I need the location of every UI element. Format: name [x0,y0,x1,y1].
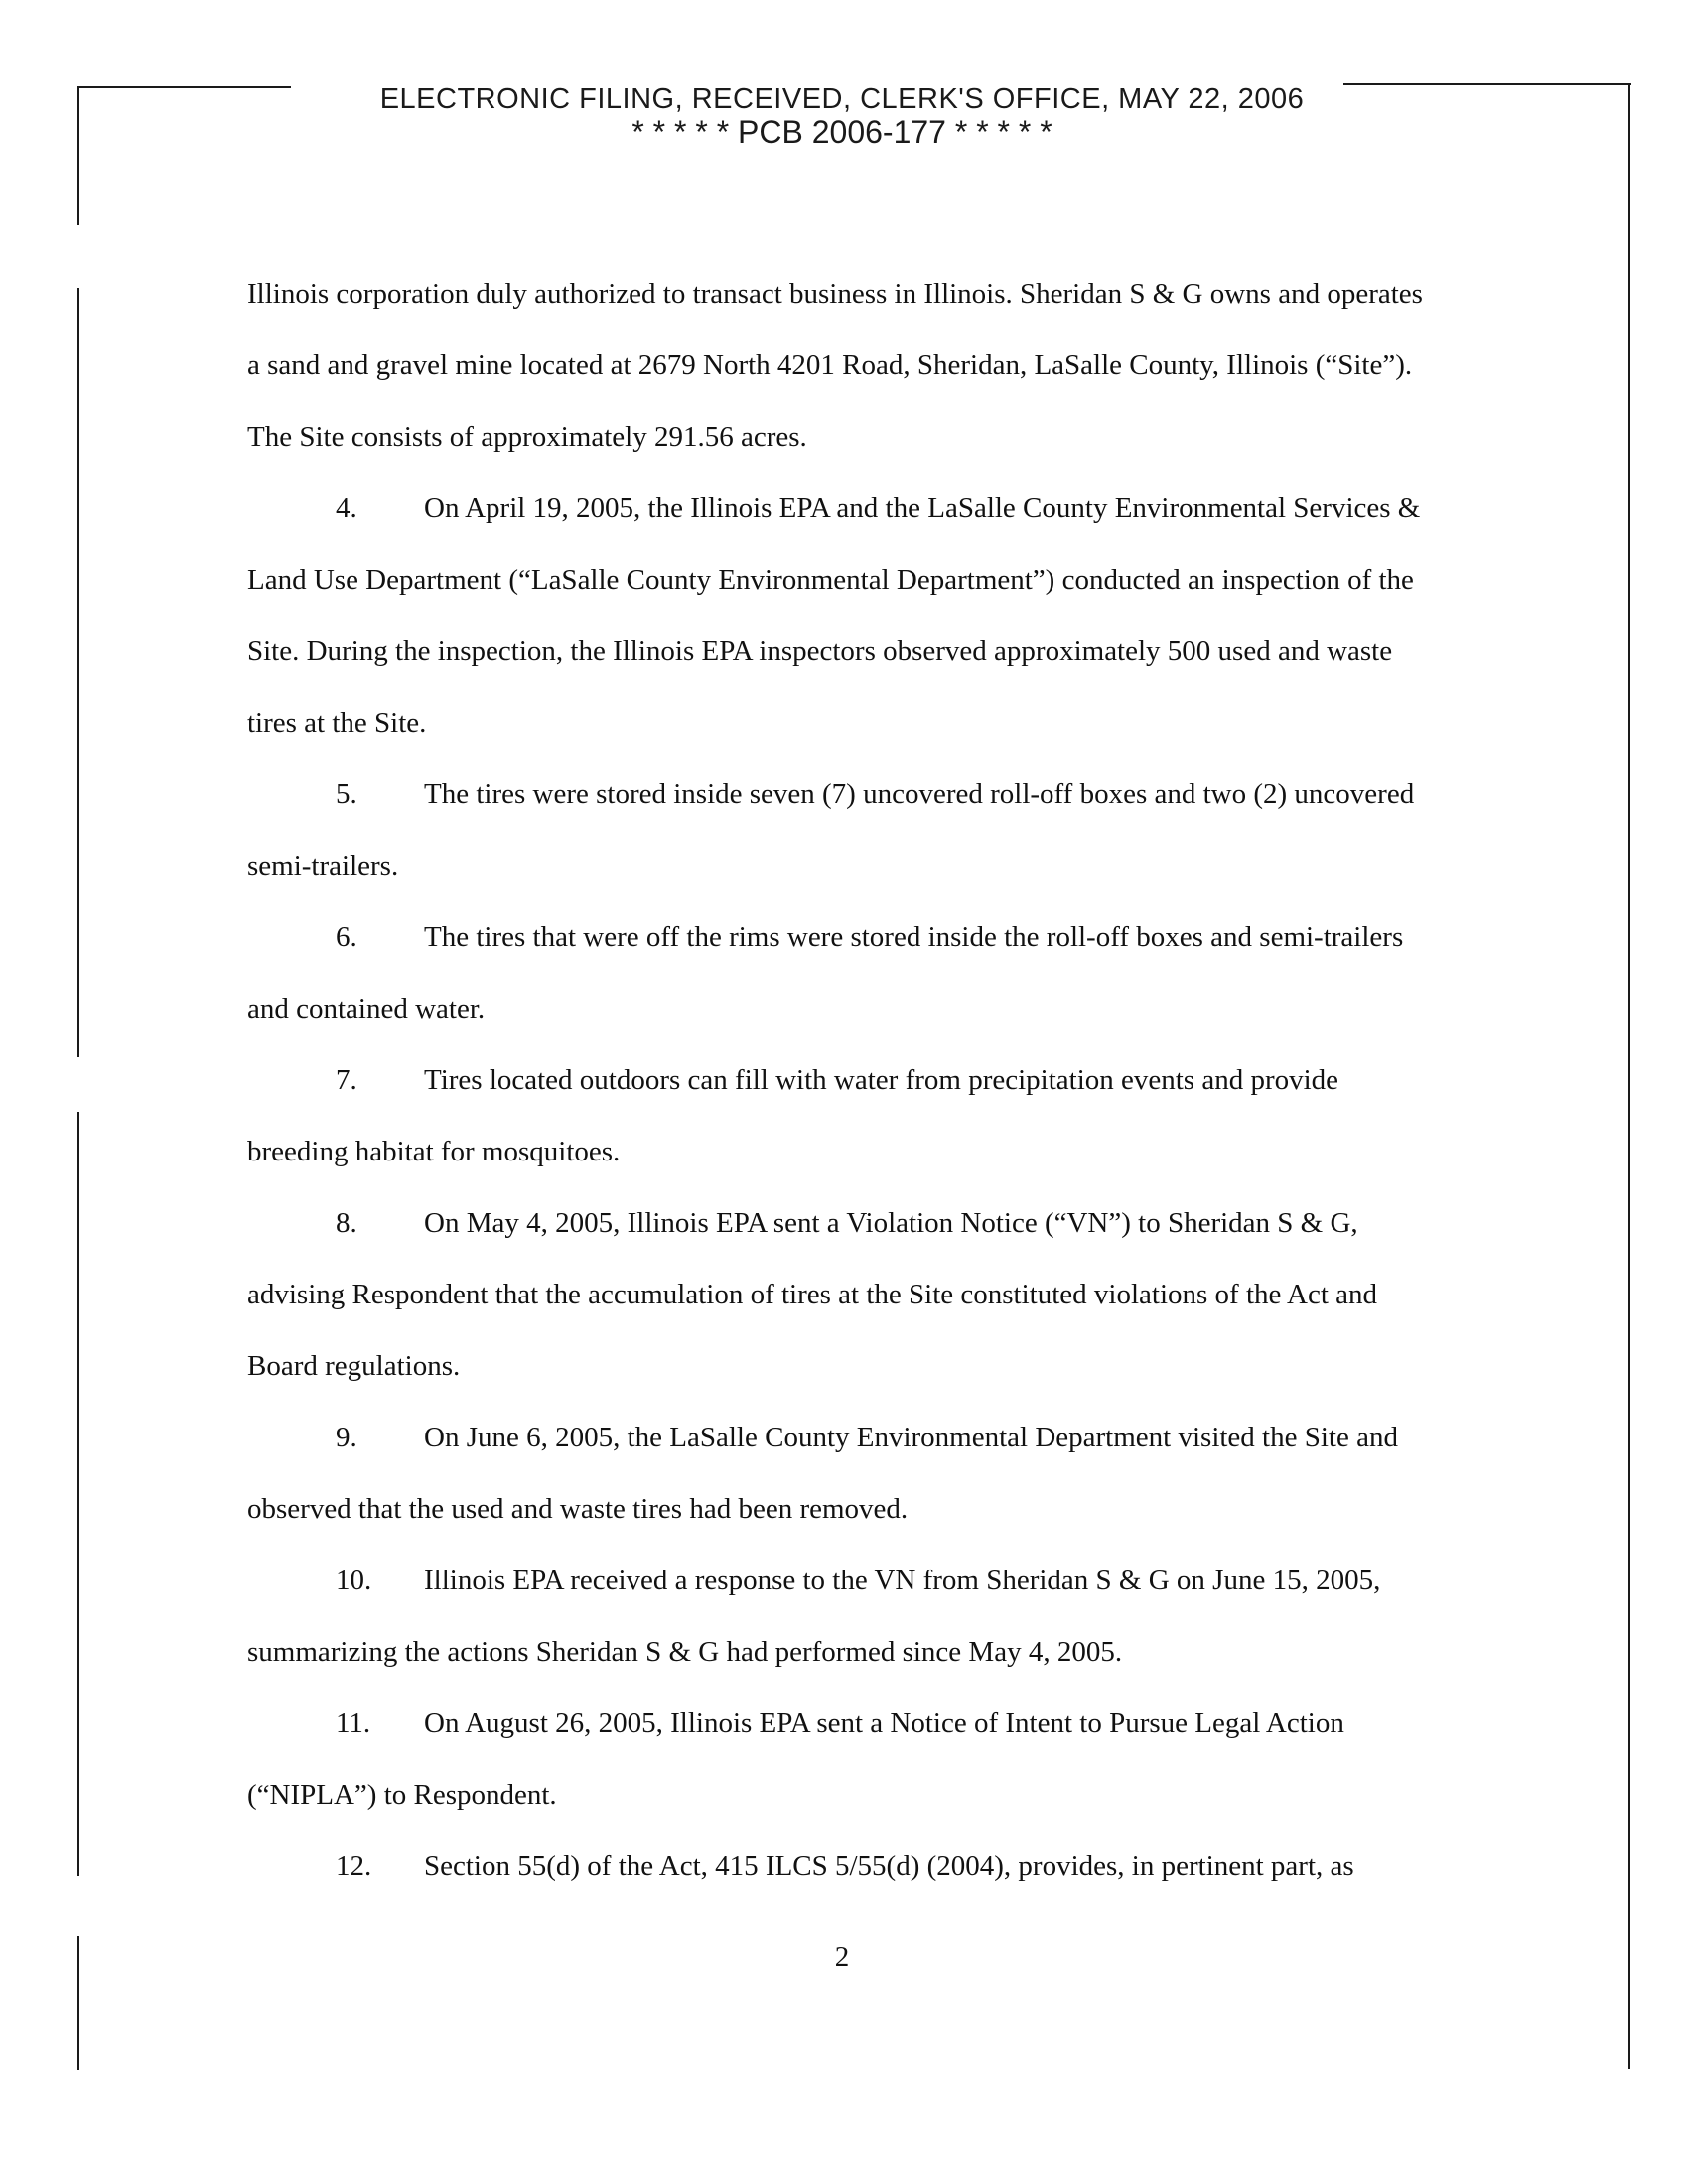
paragraph-text: Tires located outdoors can fill with water from precipitation events and provide breeding habitat for mosquitoes. [247,1064,1339,1167]
paragraph-number: 9. [336,1422,357,1453]
paragraph-number: 8. [336,1207,357,1239]
paragraph-number: 10. [336,1565,372,1596]
paragraph-number: 4. [336,492,357,524]
paragraph-number: 6. [336,921,357,953]
numbered-paragraph [247,1545,1439,1688]
filing-stamp-header [0,83,1684,149]
scan-border-left [77,1112,79,1876]
page-number: 2 [834,1941,850,1973]
case-number-line: * * * * * PCB 2006-177 * * * * * [632,114,1052,150]
document-body [247,258,1439,1902]
numbered-paragraph [247,1187,1439,1402]
numbered-paragraph [247,1831,1439,1902]
paragraph-text: Illinois EPA received a response to the VN from Sheridan S & G on June 15, 2005, summarizing the actions Sheridan S & G had performed since May 4, 2005. [247,1565,1381,1668]
numbered-paragraph [247,1402,1439,1545]
paragraph-text: On June 6, 2005, the LaSalle County Environmental Department visited the Site and observed that the used and waste tires had been removed. [247,1422,1398,1525]
numbered-paragraph [247,473,1439,758]
paragraph-text: On May 4, 2005, Illinois EPA sent a Violation Notice (“VN”) to Sheridan S & G, advising Respondent that the accumulation of tires at the Site constituted violations of the Act and Board regulations. [247,1207,1378,1382]
paragraph-text: The tires that were off the rims were stored inside the roll-off boxes and semi-trailers and contained water. [247,921,1404,1024]
paragraph-number: 12. [336,1850,372,1882]
paragraph-text: On August 26, 2005, Illinois EPA sent a Notice of Intent to Pursue Legal Action (“NIPLA”) to Respondent. [247,1707,1344,1811]
paragraph-text: Illinois corporation duly authorized to transact business in Illinois. Sheridan S & G owns and operates a sand and gravel mine located at 2679 North 4201 Road, Sheridan, LaSalle County, Illinois (“Site”). The Site consists of approximately 291.56 acres. [247,278,1423,453]
paragraph-number: 5. [336,778,357,810]
numbered-paragraph [247,1688,1439,1831]
paragraph-text: The tires were stored inside seven (7) uncovered roll-off boxes and two (2) uncovered semi-trailers. [247,778,1415,882]
paragraph-text: On April 19, 2005, the Illinois EPA and the LaSalle County Environmental Services & Land Use Department (“LaSalle County Environmental Department”) conducted an inspection of the Site. During the inspection, the Illinois EPA inspectors observed approximately 500 used and waste tires at the Site. [247,492,1421,739]
numbered-paragraph [247,1044,1439,1187]
filing-stamp-line: ELECTRONIC FILING, RECEIVED, CLERK'S OFFICE, MAY 22, 2006 [379,83,1305,115]
paragraph [247,258,1439,473]
numbered-paragraph [247,758,1439,901]
paragraph-number: 11. [336,1707,371,1739]
scan-border-left [77,288,79,1057]
scan-border-right [1628,83,1630,2069]
numbered-paragraph [247,901,1439,1044]
paragraph-number: 7. [336,1064,357,1096]
paragraph-text: Section 55(d) of the Act, 415 ILCS 5/55(d) (2004), provides, in pertinent part, as [424,1850,1354,1882]
